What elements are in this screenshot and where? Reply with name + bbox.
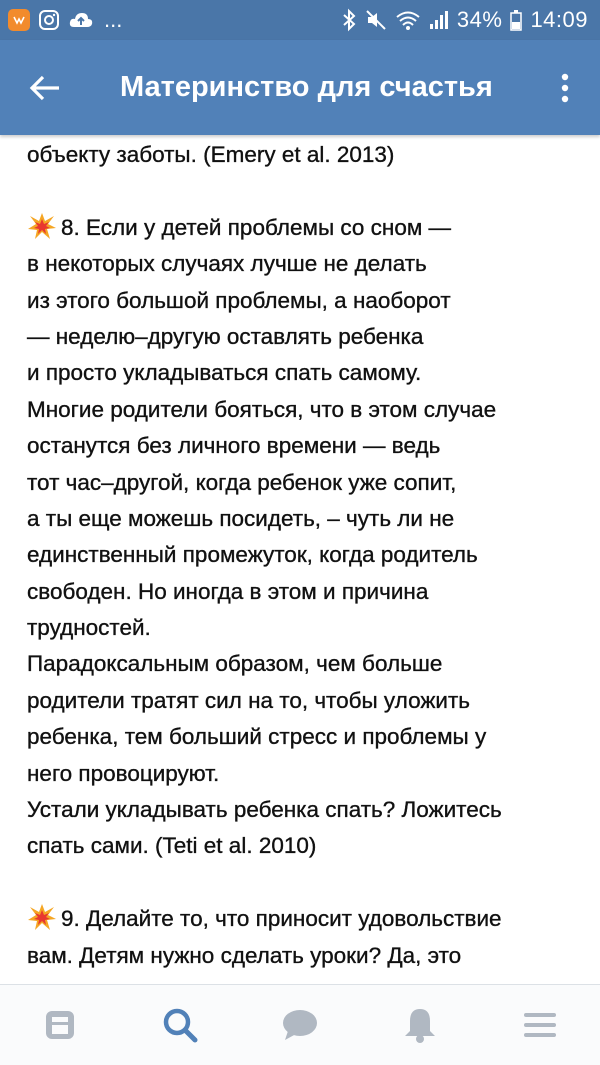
- status-bar: [0, 0, 600, 40]
- text-line: него провоцируют.: [27, 760, 220, 786]
- instagram-icon: [38, 9, 60, 31]
- text-line: свободен. Но иногда в этом и причина: [27, 578, 429, 604]
- battery-percent: 34%: [456, 7, 503, 32]
- section-8-heading: [27, 210, 587, 246]
- status-more-indicator: ...: [104, 7, 123, 32]
- nav-search[interactable]: [145, 990, 215, 1060]
- mute-icon: [365, 9, 387, 31]
- more-vertical-icon: [561, 73, 569, 103]
- paragraph-gap: [27, 173, 587, 209]
- notifications-icon: [402, 1006, 438, 1044]
- menu-icon: [522, 1010, 558, 1040]
- text-line: спать сами. (Teti et al. 2010): [27, 833, 317, 859]
- search-icon: [160, 1005, 200, 1045]
- text-line: ребенка, тем больший стресс и проблемы у: [27, 724, 487, 750]
- text-line: Устали укладывать ребенка спать? Ложитесь: [27, 797, 502, 823]
- text-line: останутся без личного времени — ведь: [27, 433, 441, 459]
- page-title: Материнство для счастья: [120, 71, 493, 103]
- section-9-first-line: 9. Делайте то, что приносит удовольствие: [61, 906, 502, 932]
- wifi-icon: [395, 9, 421, 31]
- post-text: [27, 137, 587, 985]
- battery-icon: [510, 9, 522, 31]
- nav-menu[interactable]: [505, 990, 575, 1060]
- text-line: объекту заботы. (Emery et al. 2013): [27, 142, 395, 167]
- text-line: а ты еще можешь посидеть, – чуть ли не: [27, 505, 455, 531]
- text-line: вам. Детям нужно сделать уроки? Да, это: [27, 942, 462, 968]
- signal-icon: [429, 9, 449, 31]
- collision-emoji: [27, 212, 57, 240]
- text-line: Многие родители бояться, что в этом случае: [27, 396, 497, 422]
- status-bar-left: [8, 7, 122, 33]
- paragraph-gap: [27, 865, 587, 901]
- nav-messages[interactable]: [265, 990, 335, 1060]
- text-line: Парадоксальным образом, чем больше: [27, 651, 443, 677]
- text-line: — неделю–другую оставлять ребенка: [27, 323, 424, 349]
- section-8-first-line: 8. Если у детей проблемы со сном —: [61, 214, 452, 240]
- collision-emoji: [27, 903, 57, 931]
- vk-app-icon: [8, 9, 30, 31]
- arrow-left-icon: [29, 74, 61, 102]
- text-line: из этого большой проблемы, а наоборот: [27, 287, 451, 313]
- back-button[interactable]: [10, 40, 80, 135]
- app-header: [0, 40, 600, 135]
- clock: 14:09: [530, 7, 588, 32]
- text-line: в некоторых случаях лучше не делать: [27, 251, 427, 277]
- text-line: трудностей.: [27, 615, 151, 641]
- status-bar-right: [341, 7, 588, 33]
- nav-notifications[interactable]: [385, 990, 455, 1060]
- news-icon: [43, 1008, 77, 1042]
- bottom-navigation: [0, 984, 600, 1065]
- nav-news[interactable]: [25, 990, 95, 1060]
- bluetooth-icon: [341, 8, 357, 32]
- text-line: единственный промежуток, когда родитель: [27, 542, 478, 568]
- text-line: родители тратят сил на то, чтобы уложить: [27, 687, 470, 713]
- cloud-upload-icon: [68, 9, 94, 31]
- messages-icon: [280, 1007, 320, 1043]
- more-options-button[interactable]: [540, 40, 590, 135]
- text-line: тот час–другой, когда ребенок уже сопит,: [27, 469, 457, 495]
- section-9-heading: [27, 901, 587, 937]
- text-line: и просто укладываться спать самому.: [27, 360, 422, 386]
